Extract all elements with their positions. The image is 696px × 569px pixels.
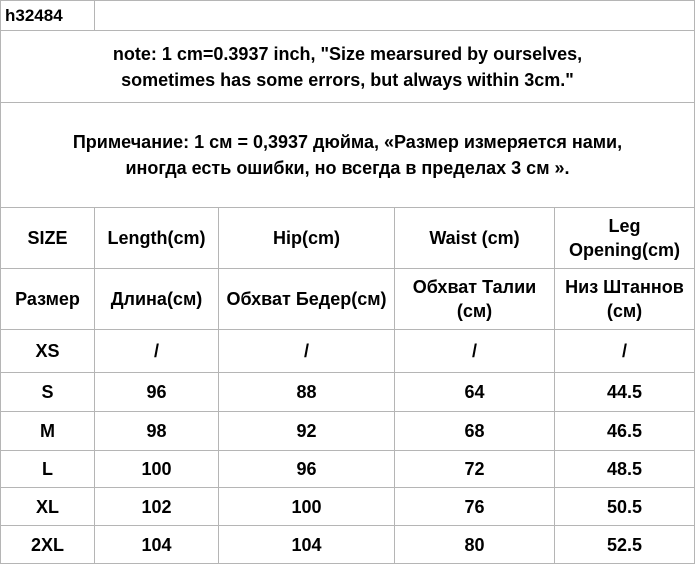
blank-cell [95,1,695,31]
cell-length: 102 [95,488,219,526]
cell-size: XS [1,330,95,373]
cell-size: M [1,412,95,451]
table-row [1,412,695,451]
header-ru-length: Длина(см) [95,269,219,330]
table-row [1,451,695,488]
cell-length: 100 [95,451,219,488]
header-en-leg-opening: Leg Opening(cm) [555,208,695,269]
product-code: h32484 [1,1,95,31]
table-row [1,488,695,526]
note-english-line-1: note: 1 cm=0.3937 inch, "Size mearsured by ourselves, [112,43,583,64]
note-english-line-2: sometimes has some errors, but always within 3cm." [121,69,574,90]
cell-length: / [95,330,219,373]
cell-size: S [1,373,95,412]
cell-hip: 88 [219,373,395,412]
header-en-length: Length(cm) [95,208,219,269]
header-en-hip: Hip(cm) [219,208,395,269]
note-russian-line-2: иногда есть ошибки, но всегда в пределах 3 см ». [125,158,570,178]
header-en-waist: Waist (cm) [395,208,555,269]
note-english [1,31,695,103]
cell-size: XL [1,488,95,526]
cell-length: 98 [95,412,219,451]
cell-length: 104 [95,526,219,564]
cell-hip: 96 [219,451,395,488]
note-russian [1,103,695,208]
cell-waist: 72 [395,451,555,488]
cell-leg-opening: 44.5 [555,373,695,412]
note-russian-line-1: Примечание: 1 см = 0,3937 дюйма, «Размер измеряется нами, [72,132,623,152]
cell-leg-opening: 46.5 [555,412,695,451]
cell-length: 96 [95,373,219,412]
cell-hip: 92 [219,412,395,451]
cell-waist: / [395,330,555,373]
header-en-size: SIZE [1,208,95,269]
cell-waist: 80 [395,526,555,564]
table-row [1,330,695,373]
cell-hip: / [219,330,395,373]
header-ru-leg-opening: Низ Штаннов (см) [555,269,695,330]
cell-size: 2XL [1,526,95,564]
cell-leg-opening: / [555,330,695,373]
cell-waist: 76 [395,488,555,526]
cell-leg-opening: 52.5 [555,526,695,564]
cell-leg-opening: 48.5 [555,451,695,488]
cell-waist: 68 [395,412,555,451]
cell-size: L [1,451,95,488]
header-ru-waist: Обхват Талии (см) [395,269,555,330]
table-row [1,526,695,564]
cell-hip: 104 [219,526,395,564]
table-row [1,373,695,412]
cell-leg-opening: 50.5 [555,488,695,526]
header-ru-hip: Обхват Бедер(см) [219,269,395,330]
cell-hip: 100 [219,488,395,526]
header-ru-size: Размер [1,269,95,330]
cell-waist: 64 [395,373,555,412]
